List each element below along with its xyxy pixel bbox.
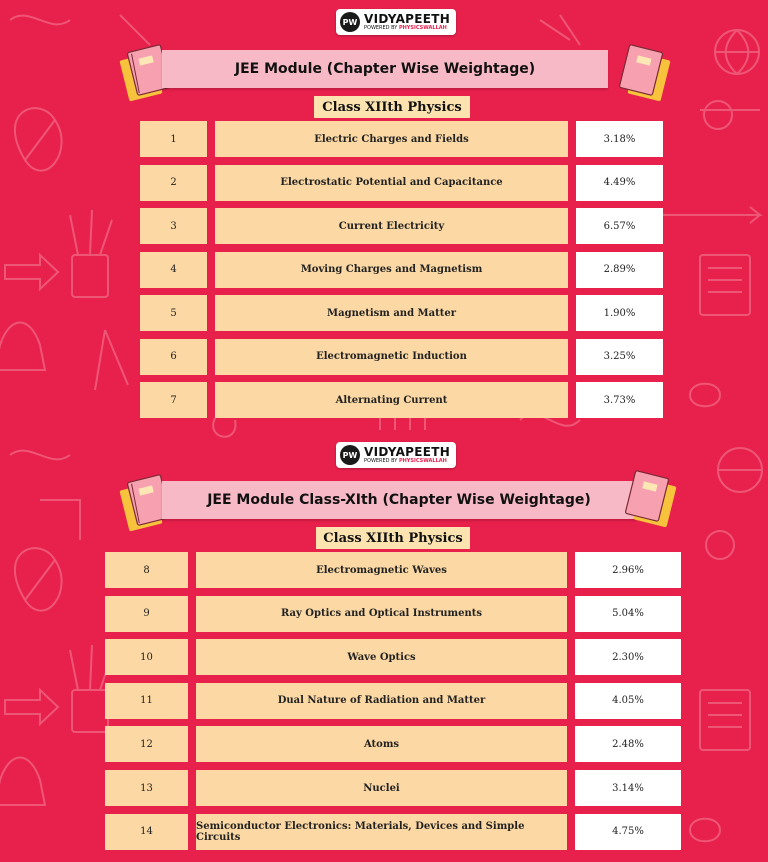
books-right-icon xyxy=(618,466,678,528)
chapter-name: Ray Optics and Optical Instruments xyxy=(196,596,567,632)
vidyapeeth-logo xyxy=(336,442,456,468)
chapter-weightage: 1.90% xyxy=(576,295,663,331)
chapter-name: Semiconductor Electronics: Materials, Devices and Simple Circuits xyxy=(196,814,567,850)
chapter-weightage: 3.25% xyxy=(576,339,663,375)
table-row xyxy=(0,596,768,632)
pw-logo-icon: PW xyxy=(340,445,360,465)
table-row xyxy=(0,683,768,719)
table-row xyxy=(0,814,768,850)
chapter-weightage: 4.05% xyxy=(575,683,681,719)
chapter-number: 4 xyxy=(140,252,207,288)
logo-subtitle: POWERED BY PHYSICSWALLAH xyxy=(364,458,447,464)
chapter-name: Alternating Current xyxy=(215,382,568,418)
chapter-number: 3 xyxy=(140,208,207,244)
table-row xyxy=(0,726,768,762)
chapter-number: 9 xyxy=(105,596,188,632)
class-label: Class XIIth Physics xyxy=(316,527,470,549)
chapter-number: 5 xyxy=(140,295,207,331)
chapter-number: 12 xyxy=(105,726,188,762)
chapter-name: Electromagnetic Waves xyxy=(196,552,567,588)
chapter-number: 2 xyxy=(140,165,207,201)
chapter-name: Magnetism and Matter xyxy=(215,295,568,331)
pw-logo-icon: PW xyxy=(340,12,360,32)
chapter-weightage: 2.89% xyxy=(576,252,663,288)
chapter-number: 1 xyxy=(140,121,207,157)
chapter-number: 11 xyxy=(105,683,188,719)
chapter-weightage: 3.18% xyxy=(576,121,663,157)
chapter-weightage: 6.57% xyxy=(576,208,663,244)
chapter-name: Current Electricity xyxy=(215,208,568,244)
chapter-weightage: 5.04% xyxy=(575,596,681,632)
banner-title: JEE Module (Chapter Wise Weightage) xyxy=(162,50,608,88)
logo-title: VIDYAPEETH xyxy=(364,445,451,459)
chapter-number: 14 xyxy=(105,814,188,850)
table-row xyxy=(0,552,768,588)
chapter-name: Electromagnetic Induction xyxy=(215,339,568,375)
chapter-number: 7 xyxy=(140,382,207,418)
chapter-weightage: 4.75% xyxy=(575,814,681,850)
class-label: Class XIIth Physics xyxy=(314,96,470,118)
chapter-weightage: 2.48% xyxy=(575,726,681,762)
chapter-weightage: 3.14% xyxy=(575,770,681,806)
logo-title: VIDYAPEETH xyxy=(364,12,451,26)
chapter-name: Nuclei xyxy=(196,770,567,806)
chapter-number: 6 xyxy=(140,339,207,375)
chapter-weightage: 3.73% xyxy=(576,382,663,418)
chapter-number: 10 xyxy=(105,639,188,675)
chapter-name: Atoms xyxy=(196,726,567,762)
chapter-weightage: 2.96% xyxy=(575,552,681,588)
chapter-name: Electric Charges and Fields xyxy=(215,121,568,157)
chapter-number: 8 xyxy=(105,552,188,588)
chapter-name: Wave Optics xyxy=(196,639,567,675)
chapter-weightage: 4.49% xyxy=(576,165,663,201)
table-row xyxy=(0,770,768,806)
banner-title: JEE Module Class-XIth (Chapter Wise Weightage) xyxy=(162,481,636,519)
logo-subtitle: POWERED BY PHYSICSWALLAH xyxy=(364,25,447,31)
chapter-name: Moving Charges and Magnetism xyxy=(215,252,568,288)
chapter-weightage: 2.30% xyxy=(575,639,681,675)
chapter-name: Dual Nature of Radiation and Matter xyxy=(196,683,567,719)
chapter-number: 13 xyxy=(105,770,188,806)
table-row xyxy=(0,639,768,675)
chapter-name: Electrostatic Potential and Capacitance xyxy=(215,165,568,201)
